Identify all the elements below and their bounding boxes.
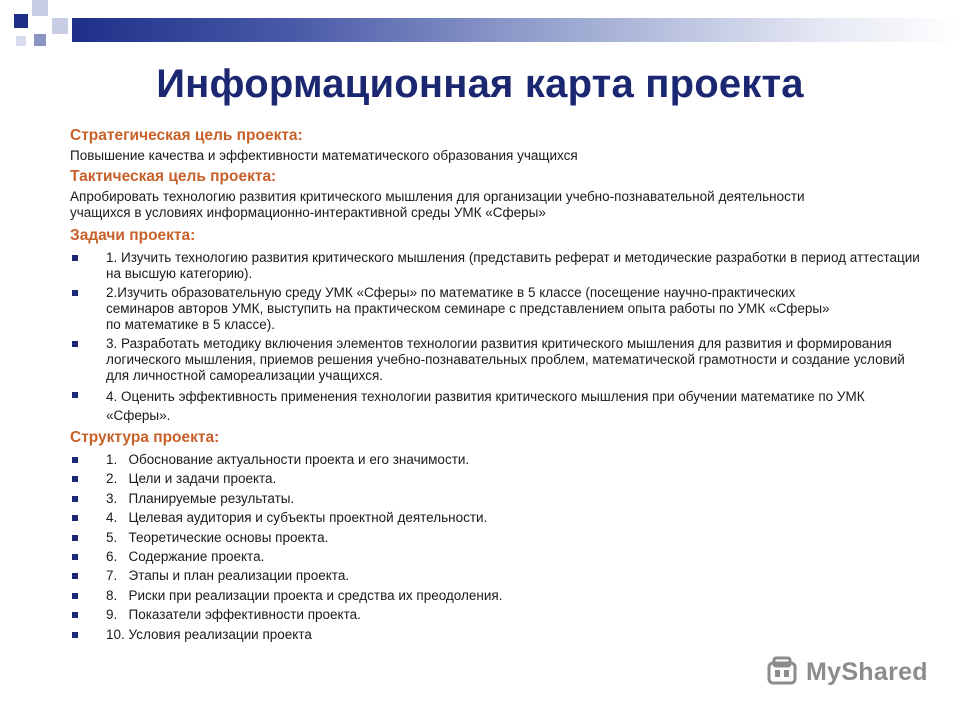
square-bullet-icon bbox=[72, 290, 78, 296]
header-gradient-bar bbox=[72, 18, 960, 42]
square-bullet-icon bbox=[72, 341, 78, 347]
list-item bbox=[70, 588, 930, 604]
list-item bbox=[70, 387, 930, 425]
structure-text: 1. Обоснование актуальности проекта и его значимости. bbox=[106, 452, 470, 467]
structure-text: 10. Условия реализации проекта bbox=[106, 626, 312, 642]
tactical-goal-heading: Тактическая цель проекта: bbox=[70, 168, 277, 185]
myshared-logo-icon bbox=[766, 655, 800, 689]
list-item bbox=[70, 568, 930, 584]
structure-text: 2. Цели и задачи проекта. bbox=[106, 471, 277, 487]
structure-text: 6. Содержание проекта. bbox=[106, 548, 265, 564]
structure-heading: Структура проекта: bbox=[70, 429, 220, 446]
myshared-watermark bbox=[766, 655, 928, 689]
square-bullet-icon bbox=[72, 496, 78, 502]
square-bullet-icon bbox=[72, 632, 78, 638]
structure-text: 4. Целевая аудитория и субъекты проектной деятельности. bbox=[106, 510, 488, 526]
tactical-goal-text: Апробировать технологию развития критического мышления для организации учебно-познавательной деятельности учащихся в условиях информационно-интерактивной среды УМК «Сферы» bbox=[70, 189, 805, 220]
structure-list bbox=[70, 452, 930, 643]
slide-title: Информационная карта проекта bbox=[156, 62, 804, 106]
watermark-text: MyShared bbox=[806, 657, 928, 686]
task-text: 1. Изучить технологию развития критического мышления (представить реферат и методические разработки в период аттестации на высшую категорию). bbox=[106, 250, 920, 281]
square-bullet-icon bbox=[72, 515, 78, 521]
structure-text: 7. Этапы и план реализации проекта. bbox=[106, 568, 350, 584]
task-text: 2.Изучить образовательную среду УМК «Сферы» по математике в 5 классе (посещение научно-практических семинаров авторов УМК, выступить на практическом семинаре с представлением опыта работы по УМК «Сферы» по математике в 5 классе). bbox=[106, 285, 830, 332]
square-bullet-icon bbox=[72, 573, 78, 579]
structure-text: 3. Планируемые результаты. bbox=[106, 490, 295, 506]
square-bullet-icon bbox=[72, 554, 78, 560]
list-item bbox=[70, 627, 930, 643]
decor-square bbox=[16, 36, 26, 46]
task-text: 3. Разработать методику включения элементов технологии развития критического мышления для развития и формирования логического мышления, приемов решения учебно-познавательных проблем, математической грамотности и создание условий для личностной самореализации учащихся. bbox=[106, 336, 905, 383]
decor-square bbox=[52, 18, 68, 34]
list-item bbox=[70, 250, 930, 282]
list-item bbox=[70, 510, 930, 526]
structure-text: 8. Риски при реализации проекта и средства их преодоления. bbox=[106, 587, 503, 603]
tasks-heading: Задачи проекта: bbox=[70, 227, 196, 244]
decor-square bbox=[34, 34, 46, 46]
slide-content bbox=[70, 126, 930, 646]
decor-square bbox=[14, 14, 28, 28]
list-item bbox=[70, 285, 836, 333]
list-item bbox=[70, 491, 930, 507]
square-bullet-icon bbox=[72, 476, 78, 482]
square-bullet-icon bbox=[72, 392, 78, 398]
list-item bbox=[70, 471, 930, 487]
list-item bbox=[70, 530, 930, 546]
tasks-list bbox=[70, 250, 930, 425]
structure-text: 5. Теоретические основы проекта. bbox=[106, 529, 329, 545]
strategic-goal-heading: Стратегическая цель проекта: bbox=[70, 127, 303, 144]
square-bullet-icon bbox=[72, 535, 78, 541]
task-text: 4. Оценить эффективность применения технологии развития критического мышления при обучении математике по УМК «Сферы». bbox=[106, 389, 865, 423]
list-item bbox=[70, 336, 930, 384]
square-bullet-icon bbox=[72, 255, 78, 261]
strategic-goal-text: Повышение качества и эффективности математического образования учащихся bbox=[70, 148, 578, 163]
square-bullet-icon bbox=[72, 612, 78, 618]
decor-square bbox=[32, 0, 48, 16]
square-bullet-icon bbox=[72, 457, 78, 463]
list-item bbox=[70, 549, 930, 565]
square-bullet-icon bbox=[72, 593, 78, 599]
list-item bbox=[70, 607, 930, 623]
structure-text: 9. Показатели эффективности проекта. bbox=[106, 607, 361, 623]
list-item bbox=[70, 452, 930, 468]
